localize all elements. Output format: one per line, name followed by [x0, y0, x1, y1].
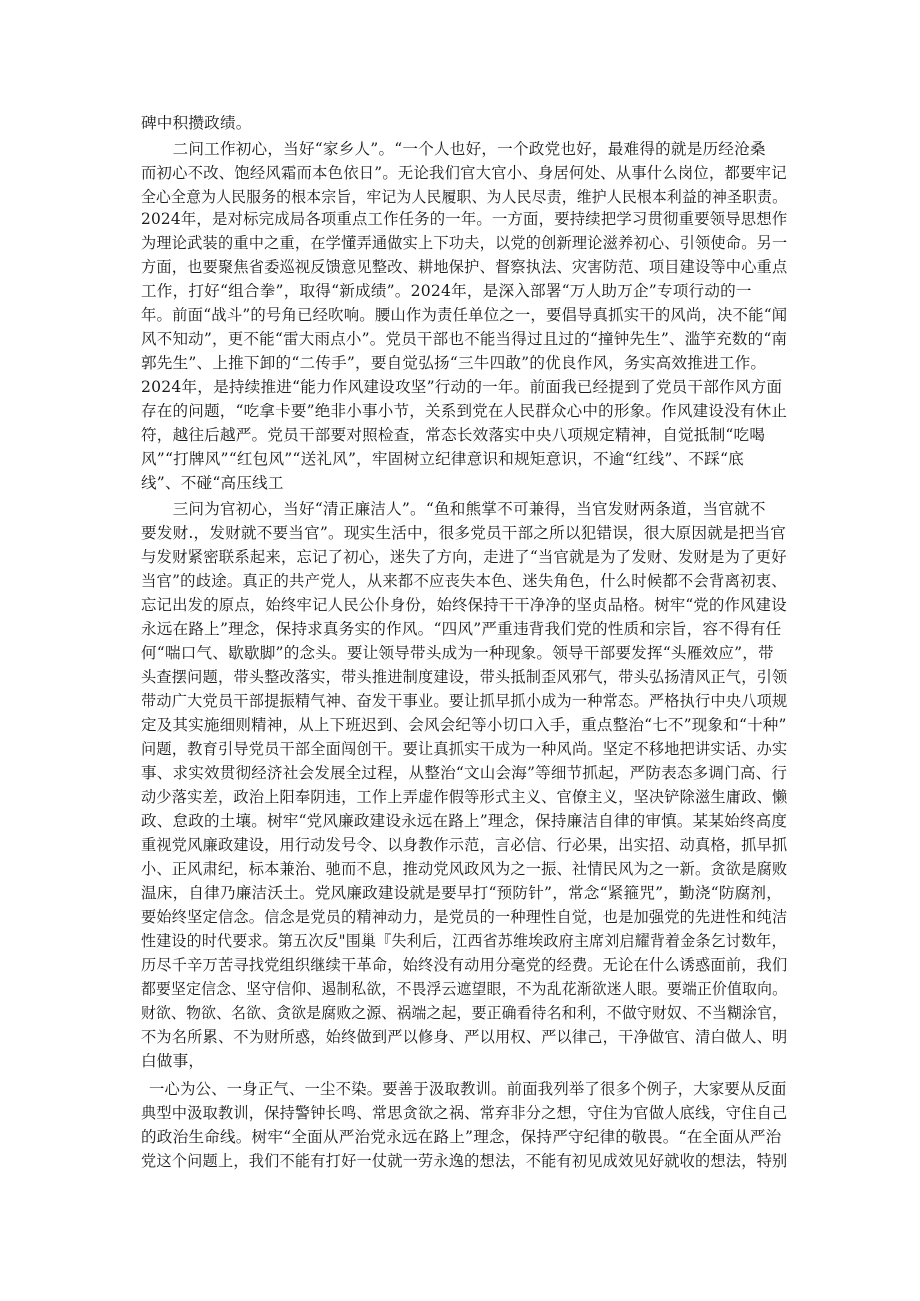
text-line: 三问为官初心，当好“清正廉洁人”。“鱼和熊掌不可兼得，当官发财两条道，当官就不 [141, 500, 766, 518]
text-line: 头查摆问题，带头整改落实，带头推进制度建设，带头抵制歪风邪气，带头弘扬清风正气，引领 [141, 668, 788, 686]
text-line: 永远在路上”理念，保持求真务实的作风。“四风”严重违背我们党的性质和宗旨，容不得有任 [141, 620, 782, 638]
text-line: 符，越往后越严。党员干部要对照检查，常态长效落实中央八项规定精神，自觉抵制“吃喝 [141, 426, 766, 444]
text-line: 郭先生”、上推下卸的“二传手”，要自觉弘扬“三牛四敢”的优良作风，务实高效推进工作。 [141, 354, 767, 372]
text-line: 何“喘口气、歇歇脚”的念头。要让领导带头成为一种现象。领导干部要发挥“头雁效应”，带 [141, 644, 774, 662]
text-line: 要始终坚定信念。信念是党员的精神动力，是党员的一种理性自觉，也是加强党的先进性和纯洁 [141, 908, 788, 926]
text-line: 的政治生命线。树牢“全面从严治党永远在路上”理念，保持严守纪律的敬畏。“在全面从严治 [141, 1128, 782, 1146]
text-line: 当官”的歧途。真正的共产党人，从来都不应丧失本色、迷失角色，什么时候都不会背离初衷、 [141, 572, 787, 590]
text-line: 定及其实施细则精神，从上下班迟到、会风会纪等小切口入手，重点整治“七不”现象和“十种” [141, 716, 787, 734]
text-line: 财欲、物欲、名欲、贪欲是腐败之源、祸端之起，要正确看待名和利，不做守财奴、不当糊涂官， [141, 1004, 788, 1022]
text-line: 线”、不碰“高压线工 [141, 474, 284, 492]
text-line: 二问工作初心，当好“家乡人”。“一个人也好，一个政党也好，最难得的就是历经沧桑 [141, 140, 766, 158]
text-line: 而初心不改、饱经风霜而本色依日”。无论我们官大官小、身居何处、从事什么岗位，都要牢记 [141, 164, 787, 182]
text-line: 党这个问题上，我们不能有打好一仗就一劳永逸的想法，不能有初见成效见好就收的想法，特别 [141, 1152, 788, 1170]
text-line: 2024年，是持续推进“能力作风建设攻坚”行动的一年。前面我已经提到了党员干部作风方面 [141, 378, 783, 396]
text-line: 与发财紧密联系起来，忘记了初心，迷失了方向，走进了“当官就是为了发财、发财是为了更好 [141, 548, 787, 566]
text-line: 风不知动”，更不能“雷大雨点小”。党员干部也不能当得过且过的“撞钟先生”、滥竽充数的“南 [141, 330, 788, 348]
text-line: 事、求实效贯彻经济社会发展全过程，从整治“文山会海”等细节抓起，严防表态多调门高、行 [141, 764, 788, 782]
text-line: 政、怠政的土壤。树牢“党风廉政建设永远在路上”理念，保持廉洁自律的审慎。某某始终高度 [141, 812, 788, 830]
text-line: 年。前面“战斗”的号角已经吹响。腰山作为责任单位之一，要倡导真抓实干的风尚，决不能“闻 [141, 306, 788, 324]
text-line: 存在的问题，“吃拿卡要”绝非小事小节，关系到党在人民群众心中的形象。作风建设没有休止 [141, 402, 788, 420]
text-line: 都要坚定信念、坚守信仰、遏制私欲，不畏浮云遮望眼，不为乱花渐欲迷人眼。要端正价值取向。 [141, 980, 788, 998]
text-line: 方面，也要聚焦省委巡视反馈意见整改、耕地保护、督察执法、灾害防范、项目建设等中心重点 [141, 258, 788, 276]
text-line: 工作，打好“组合拳”，取得“新成绩”。2024年，是深入部署“万人助万企”专项行动的一 [141, 282, 752, 300]
text-line: 为理论武装的重中之重，在学懂弄通做实上下功夫，以党的创新理论滋养初心、引领使命。另一 [141, 234, 788, 252]
text-line: 重视党风廉政建设，用行动发号令、以身教作示范，言必信、行必果，出实招、动真格，抓早抓 [141, 836, 788, 854]
text-line: 要发财.，发财就不要当官”。现实生活中，很多党员干部之所以犯错误，很大原因就是把当官 [141, 524, 787, 542]
text-line: 不为名所累、不为财所惑，始终做到严以修身、严以用权、严以律己，干净做官、清白做人、明 [141, 1028, 788, 1046]
text-line: 2024年，是对标完成局各项重点工作任务的一年。一方面，要持续把学习贯彻重要领导思想作 [141, 210, 788, 228]
text-line: 动少落实差，政治上阳奉阴违，工作上弄虚作假等形式主义、官僚主义，坚决铲除滋生庸政、懒 [141, 788, 788, 806]
text-line: 全心全意为人民服务的根本宗旨，牢记为人民履职、为人民尽责，维护人民根本利益的神圣职责。 [141, 188, 788, 206]
text-line: 温床，自律乃廉洁沃土。党风廉政建设就是要早打“预防针”，常念“紧箍咒”，勤浇“防腐剂， [141, 884, 783, 902]
text-line: 带动广大党员干部提振精气神、奋发干事业。要让抓早抓小成为一种常态。严格执行中央八项规 [141, 692, 788, 710]
text-line: 忘记出发的原点，始终牢记人民公仆身份，始终保持干干净净的坚贞品格。树牢“党的作风建设 [141, 596, 787, 614]
text-line: 历尽千辛万苦寻找党组织继续干革命，始终没有动用分毫党的经费。无论在什么诱惑面前，我们 [141, 956, 788, 974]
text-line: 一心为公、一身正气、一尘不染。要善于汲取教训。前面我列举了很多个例子，大家要从反面 [149, 1080, 787, 1098]
text-line: 问题，教育引导党员干部全面闯创干。要让真抓实干成为一种风尚。坚定不移地把讲实话、办实 [141, 740, 788, 758]
text-line: 碑中积攒政绩。 [141, 114, 252, 132]
text-line: 性建设的时代要求。第五次反"围巢『失利后，江西省苏维埃政府主席刘启耀背着金条乞讨数年， [141, 932, 787, 950]
text-line: 典型中汲取教训，保持警钟长鸣、常思贪欲之祸、常弃非分之想，守住为官做人底线，守住自己 [141, 1104, 788, 1122]
text-line: 白做事， [141, 1052, 205, 1070]
text-line: 小、正风肃纪，标本兼治、驰而不息，推动党风政风为之一振、社情民风为之一新。贪欲是腐败 [141, 860, 788, 878]
text-line: 风”“打牌风”“红包风”“送礼风”，牢固树立纪律意识和规矩意识，不逾“红线”、不踩“底 [141, 450, 744, 468]
